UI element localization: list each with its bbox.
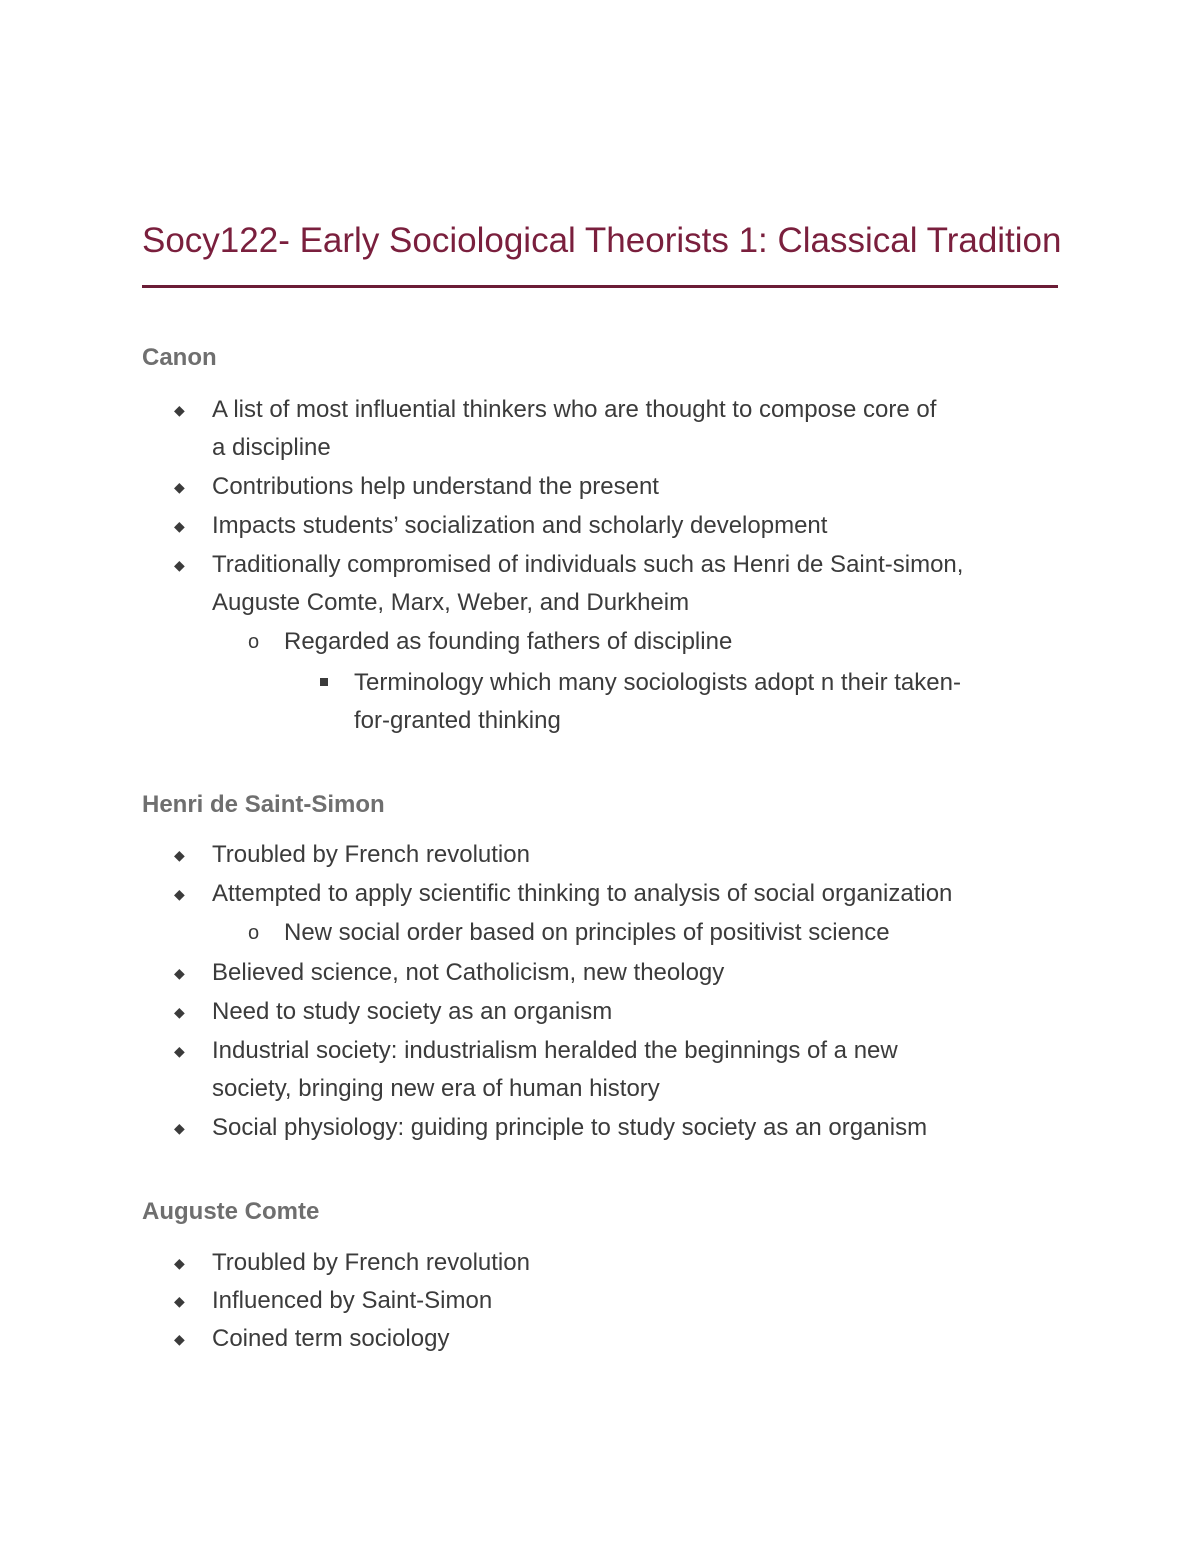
- sub-list-item: Regarded as founding fathers of discipline: [284, 628, 733, 655]
- bullet-icon: ◆: [174, 479, 185, 495]
- bullet-icon: ◆: [174, 965, 185, 981]
- list-item: A list of most influential thinkers who are thought to compose core of: [212, 396, 937, 423]
- list-item: Industrial society: industrialism heralded the beginnings of a new: [212, 1037, 898, 1064]
- bullet-icon: ◆: [174, 518, 185, 534]
- bullet-icon: ◆: [174, 1004, 185, 1020]
- list-item: Coined term sociology: [212, 1325, 450, 1352]
- bullet-icon: ◆: [174, 1043, 185, 1059]
- list-item-continuation: a discipline: [212, 434, 331, 461]
- bullet-icon: ◆: [174, 557, 185, 573]
- list-item: Social physiology: guiding principle to study society as an organism: [212, 1114, 928, 1141]
- bullet-icon: ◆: [174, 1120, 185, 1136]
- list-item: Troubled by French revolution: [212, 841, 530, 868]
- list-item-continuation: society, bringing new era of human history: [212, 1075, 660, 1102]
- circle-bullet-icon: o: [248, 922, 260, 944]
- bullet-icon: ◆: [174, 1293, 185, 1309]
- list-item: Contributions help understand the present: [212, 473, 659, 500]
- sub-list-item: New social order based on principles of positivist science: [284, 919, 890, 946]
- list-item-continuation: for-granted thinking: [354, 707, 561, 734]
- circle-bullet-icon: o: [248, 631, 260, 653]
- bullet-icon: ◆: [174, 886, 185, 902]
- list-item: Believed science, not Catholicism, new theology: [212, 959, 725, 986]
- section-heading-canon: Canon: [142, 344, 217, 371]
- list-item: Influenced by Saint-Simon: [212, 1287, 493, 1314]
- list-item: Traditionally compromised of individuals such as Henri de Saint-simon,: [212, 551, 964, 578]
- bullet-icon: ◆: [174, 1331, 185, 1347]
- title-divider: [142, 285, 1058, 288]
- bullet-icon: ◆: [174, 847, 185, 863]
- bullet-icon: ◆: [174, 402, 185, 418]
- list-item: Attempted to apply scientific thinking to analysis of social organization: [212, 880, 953, 907]
- section-heading-saint-simon: Henri de Saint-Simon: [142, 791, 385, 818]
- page-title: Socy122- Early Sociological Theorists 1: Classical Tradition: [142, 221, 1062, 260]
- list-item: Troubled by French revolution: [212, 1249, 530, 1276]
- section-heading-comte: Auguste Comte: [142, 1198, 320, 1225]
- list-item-continuation: Auguste Comte, Marx, Weber, and Durkheim: [212, 589, 690, 616]
- square-bullet-icon: [320, 678, 328, 686]
- bullet-icon: ◆: [174, 1255, 185, 1271]
- list-item: Need to study society as an organism: [212, 998, 613, 1025]
- list-item: Impacts students’ socialization and scholarly development: [212, 512, 828, 539]
- sub-sub-list-item: Terminology which many sociologists adopt n their taken-: [354, 669, 961, 696]
